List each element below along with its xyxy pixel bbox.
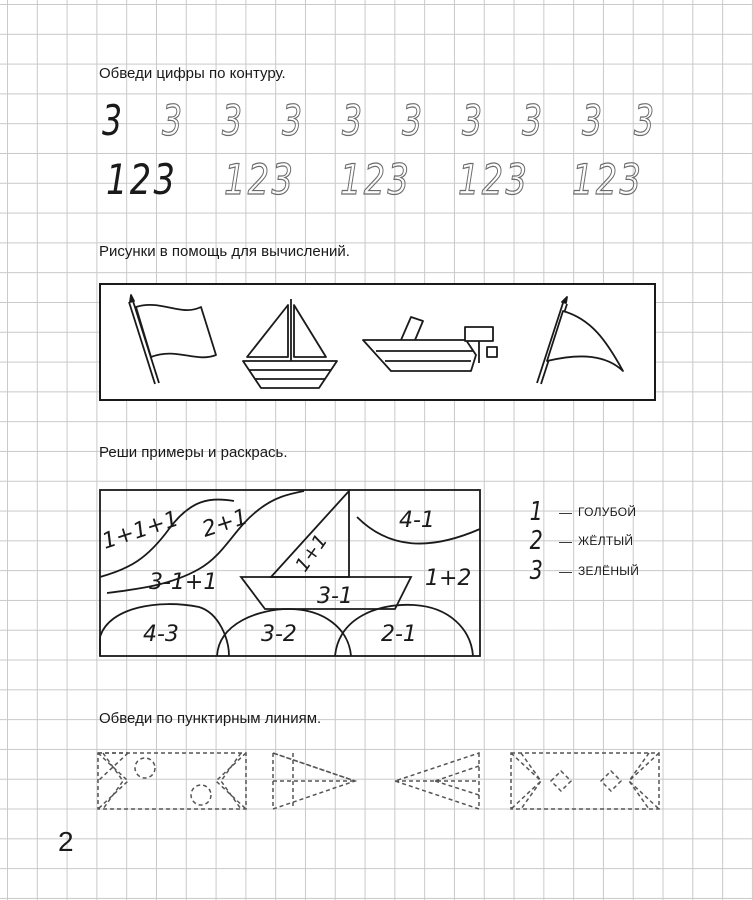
legend-number: 1 [529, 497, 543, 527]
page-number: 2 [58, 826, 74, 857]
digit-trace[interactable]: 123 [458, 155, 530, 204]
color-legend-3 [527, 556, 639, 586]
digit-row-123 [96, 154, 671, 206]
digit-row-3 [96, 96, 671, 146]
triangles-diamonds-pattern[interactable] [511, 753, 659, 809]
legend-number: 2 [529, 526, 543, 556]
region-label: 1+1 [291, 530, 333, 576]
digit-sample: 123 [106, 155, 178, 204]
legend-dash: — [559, 563, 572, 579]
triangles-circles-pattern[interactable] [98, 753, 246, 809]
legend-color: ЗЕЛЁНЫЙ [578, 564, 640, 578]
color-legend-1 [527, 497, 636, 527]
region-label: 3-1 [317, 584, 353, 609]
legend-dash: — [559, 504, 572, 520]
region-label: 4-1 [399, 508, 435, 533]
legend-color: ГОЛУБОЙ [578, 505, 637, 519]
triangle-flag-pattern[interactable] [273, 753, 355, 809]
digit-trace[interactable]: 3 [522, 96, 543, 145]
pennant-icon [537, 297, 623, 384]
pictures-svg [101, 285, 654, 399]
legend-number: 3 [529, 556, 543, 586]
digit-trace[interactable]: 3 [462, 96, 483, 145]
legend-dash: — [559, 533, 572, 549]
digit-trace[interactable]: 123 [340, 155, 412, 204]
digit-trace[interactable]: 3 [582, 96, 603, 145]
region-label: 2-1 [381, 622, 417, 647]
dotted-patterns [95, 748, 665, 816]
flag-icon [129, 295, 216, 384]
digit-trace[interactable]: 3 [282, 96, 303, 145]
region-label: 3-2 [261, 622, 297, 647]
digit-trace[interactable]: 123 [224, 155, 296, 204]
digit-trace[interactable]: 3 [634, 96, 655, 145]
digit-trace[interactable]: 3 [402, 96, 423, 145]
instruction-trace-lines: Обведи по пунктирным линиям. [99, 710, 322, 727]
color-legend-2 [527, 526, 633, 556]
digit-trace[interactable]: 123 [572, 155, 644, 204]
legend-color: ЖЁЛТЫЙ [578, 534, 634, 548]
digit-trace[interactable]: 3 [162, 96, 183, 145]
pictures-box [99, 283, 656, 401]
triangle-arrow-pattern[interactable] [395, 753, 479, 809]
region-label: 1+1+1 [99, 506, 182, 555]
digit-sample: 3 [102, 96, 123, 145]
motorboat-icon [363, 317, 497, 371]
sailboat-icon [243, 299, 337, 388]
instruction-trace-digits: Обведи цифры по контуру. [99, 65, 286, 82]
instruction-pictures: Рисунки в помощь для вычислений. [99, 243, 350, 260]
instruction-solve-color: Реши примеры и раскрась. [99, 444, 288, 461]
region-label: 2+1 [199, 504, 252, 543]
coloring-puzzle [99, 489, 481, 657]
digit-trace[interactable]: 3 [222, 96, 243, 145]
region-label: 4-3 [143, 622, 179, 647]
region-label: 3-1+1 [149, 570, 218, 595]
digit-trace[interactable]: 3 [342, 96, 363, 145]
region-label: 1+2 [425, 566, 472, 591]
